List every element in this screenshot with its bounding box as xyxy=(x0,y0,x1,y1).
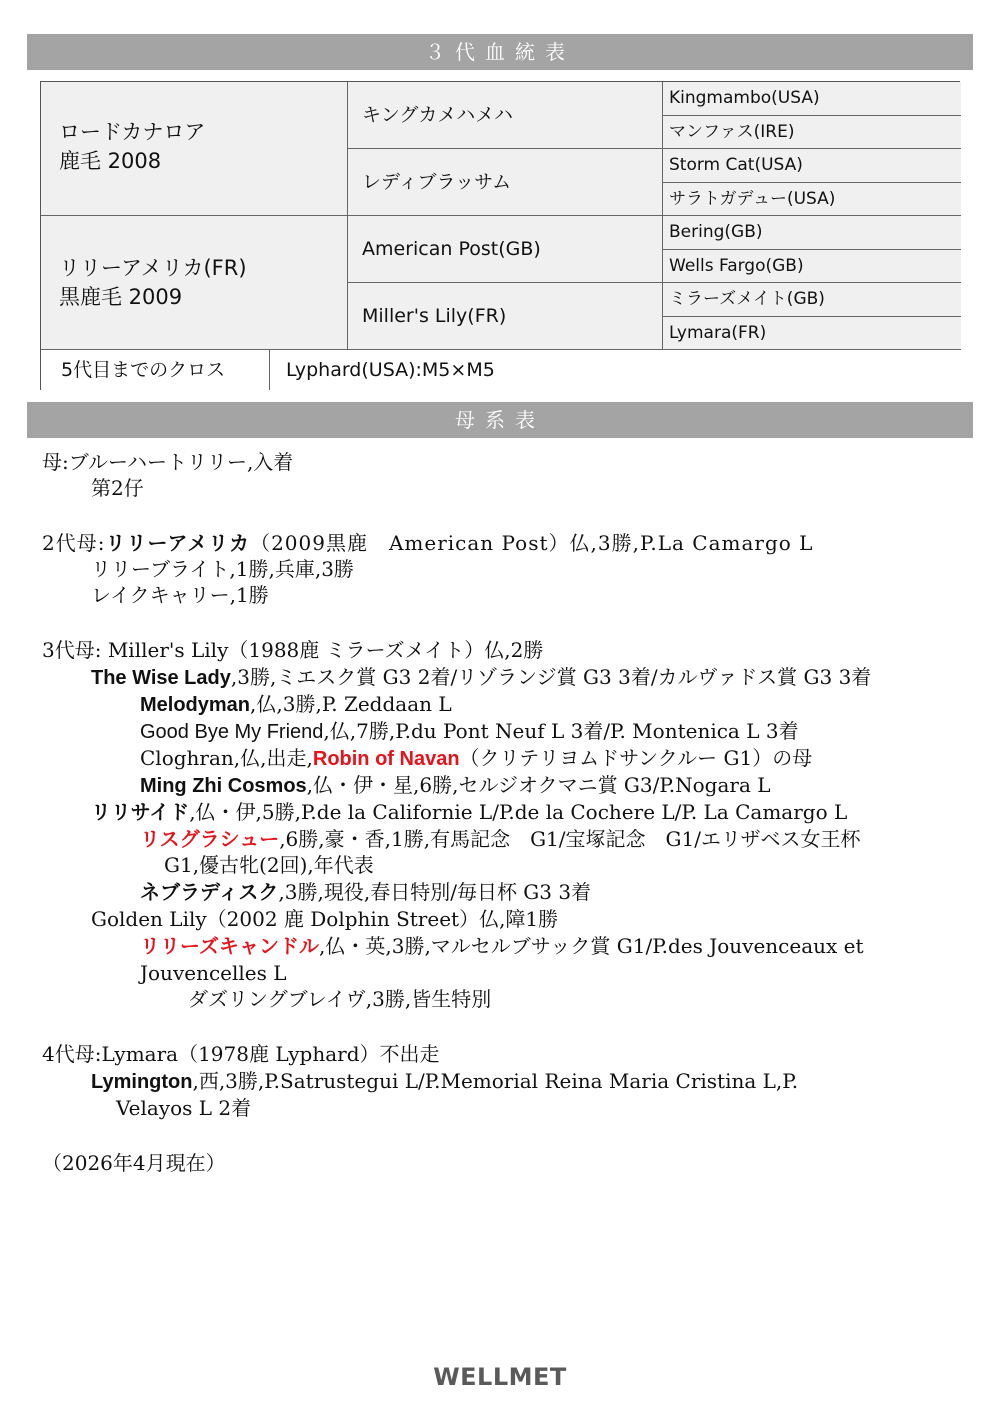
cross-value: Lyphard(USA):M5×M5 xyxy=(270,350,961,390)
dam3-line: 3代母: Miller's Lily（1988鹿 ミラーズメイト）仏,2勝 xyxy=(42,638,544,662)
dam-cell xyxy=(41,216,348,350)
lisgracieux-line-2: G1,優古牝(2回),年代表 xyxy=(164,853,374,877)
sire-info: 鹿毛 2008 xyxy=(59,149,162,173)
dam-name: リリーアメリカ(FR) xyxy=(59,256,247,280)
lymington-line xyxy=(91,1068,798,1095)
sire-name: ロードカナロア xyxy=(59,120,206,144)
nebra-name: ネブラディスク xyxy=(140,882,279,904)
lisgracieux-info: ,6勝,豪・香,1勝,有馬記念 G1/宝塚記念 G1/エリザベス女王杯 xyxy=(279,827,861,851)
lilyside-name: リリサイド xyxy=(91,802,190,824)
dd-sire: ミラーズメイト(GB) xyxy=(663,283,961,317)
lymington-info: ,西,3勝,P.Satrustegui L/P.Memorial Reina Maria Cristina L,P. xyxy=(192,1069,799,1093)
cloghran-pre: Cloghran,仏,出走, xyxy=(140,746,313,770)
dam-dam: Miller's Lily(FR) xyxy=(348,283,663,350)
lilyside-line xyxy=(91,799,847,826)
ds-sire: Bering(GB) xyxy=(663,216,961,250)
goodbye-info: ,仏,7勝,P.du Pont Neuf L 3着/P. Montenica L 3着 xyxy=(323,719,799,743)
sire-dam: レディブラッサム xyxy=(348,149,663,216)
wise-lady-line xyxy=(91,664,871,691)
cloghran-line xyxy=(140,745,812,772)
dam1-line: 母:ブルーハートリリー,入着 xyxy=(42,450,294,474)
pedigree-banner: ３代血統表 xyxy=(27,34,973,70)
dd-dam: Lymara(FR) xyxy=(663,317,961,351)
lymington-name: Lymington xyxy=(91,1071,193,1093)
dam2-line xyxy=(42,530,813,557)
candle-line xyxy=(140,933,864,960)
wise-lady-name: The Wise Lady xyxy=(91,667,231,689)
ming-name: Ming Zhi Cosmos xyxy=(140,775,307,797)
as-of-date: （2026年4月現在） xyxy=(42,1151,226,1175)
ss-sire: Kingmambo(USA) xyxy=(663,82,961,116)
nebra-line xyxy=(140,879,591,906)
melodyman-info: ,仏,3勝,P. Zeddaan L xyxy=(250,692,452,716)
dam2-child-1: リリーブライト,1勝,兵庫,3勝 xyxy=(91,557,354,581)
melodyman-name: Melodyman xyxy=(140,694,251,716)
family-banner: 母系表 xyxy=(27,402,973,438)
melodyman-line xyxy=(140,691,452,718)
goodbye-name: Good Bye My Friend xyxy=(140,721,324,743)
sire-sire: キングカメハメハ xyxy=(348,82,663,149)
nebra-info: ,3勝,現役,春日特別/毎日杯 G3 3着 xyxy=(278,880,592,904)
ming-info: ,仏・伊・星,6勝,セルジオクマニ賞 G3/P.Nogara L xyxy=(306,773,771,797)
goodbye-line xyxy=(140,718,799,745)
candle-line-2: Jouvencelles L xyxy=(140,961,287,985)
golden-line: Golden Lily（2002 鹿 Dolphin Street）仏,障1勝 xyxy=(91,907,559,931)
candle-info: ,仏・英,3勝,マルセルブサック賞 G1/P.des Jouvenceaux et xyxy=(319,934,864,958)
lymington-line-2: Velayos L 2着 xyxy=(116,1096,252,1120)
lisgracieux-name: リスグラシュー xyxy=(140,829,280,851)
dam-info: 黒鹿毛 2009 xyxy=(59,285,183,309)
cloghran-post: （クリテリヨムドサンクルー G1）の母 xyxy=(459,746,813,770)
dam-sire: American Post(GB) xyxy=(348,216,663,283)
dazzling-line: ダズリングブレイヴ,3勝,皆生特別 xyxy=(188,987,492,1011)
cross-label: 5代目までのクロス xyxy=(41,350,270,390)
robin-name: Robin of Navan xyxy=(312,748,460,770)
dam2-info: （2009黒鹿 American Post）仏,3勝,P.La Camargo L xyxy=(250,531,814,555)
ds-dam: Wells Fargo(GB) xyxy=(663,250,961,284)
dam1-child: 第2仔 xyxy=(91,476,144,500)
sire-cell xyxy=(41,82,348,216)
lilyside-info: ,仏・伊,5勝,P.de la Californie L/P.de la Cochere L/P. La Camargo L xyxy=(189,800,848,824)
wise-lady-info: ,3勝,ミエスク賞 G3 2着/リゾランジ賞 G3 3着/カルヴァドス賞 G3 3着 xyxy=(230,665,872,689)
sd-dam: サラトガデュー(USA) xyxy=(663,183,961,217)
dam2-prefix: 2代母: xyxy=(42,531,106,555)
lisgracieux-line xyxy=(140,826,861,853)
wellmet-logo: WELLMET xyxy=(433,1363,567,1391)
dam2-name: リリーアメリカ xyxy=(105,533,251,555)
sd-sire: Storm Cat(USA) xyxy=(663,149,961,183)
ming-line xyxy=(140,772,771,799)
candle-name: リリーズキャンドル xyxy=(140,936,319,958)
dam2-child-2: レイクキャリー,1勝 xyxy=(91,583,269,607)
pedigree-table xyxy=(40,81,960,390)
ss-dam: マンファス(IRE) xyxy=(663,116,961,150)
dam4-line: 4代母:Lymara（1978鹿 Lyphard）不出走 xyxy=(42,1042,440,1066)
